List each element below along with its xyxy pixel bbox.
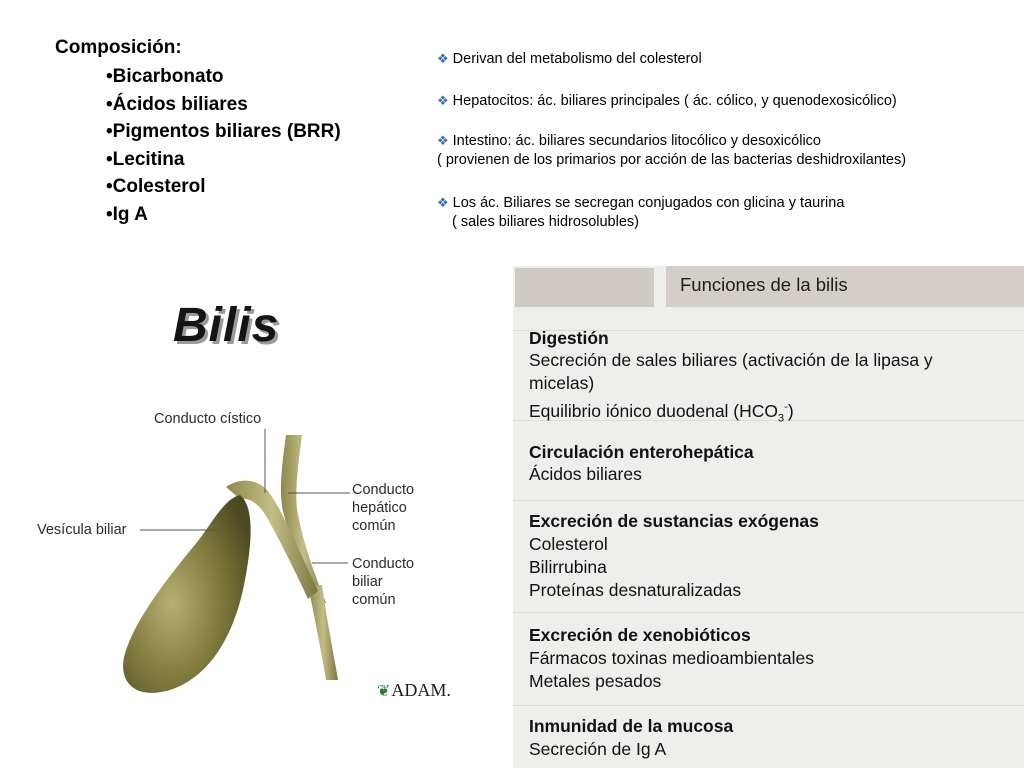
label-hepatic-duct: Conducto hepático común bbox=[352, 482, 415, 534]
functions-item: Secreción de Ig A bbox=[529, 739, 667, 759]
texture-line bbox=[513, 705, 1024, 706]
label-gallbladder: Vesícula biliar bbox=[37, 522, 127, 538]
functions-heading-digestion: Digestión bbox=[529, 328, 609, 348]
texture-line bbox=[513, 612, 1024, 613]
composition-item: •Ácidos biliares bbox=[106, 93, 248, 115]
diamond-bullet-icon: ❖ bbox=[437, 93, 449, 108]
functions-item: Bilirrubina bbox=[529, 557, 607, 577]
composition-item: •Ig A bbox=[106, 203, 148, 225]
composition-item: •Lecitina bbox=[106, 148, 185, 170]
adam-credit-logo: ❦ADAM. bbox=[377, 680, 451, 700]
gallbladder-body bbox=[123, 495, 251, 693]
note-3-continuation: ( provienen de los primarios por acción de las bacterias deshidroxilantes) bbox=[437, 152, 907, 168]
composition-item: •Colesterol bbox=[106, 176, 206, 197]
functions-item: Colesterol bbox=[529, 534, 608, 554]
functions-item: Proteínas desnaturalizadas bbox=[529, 580, 742, 600]
functions-item: micelas) bbox=[529, 373, 595, 393]
note-4-continuation: ( sales biliares hidrosolubles) bbox=[452, 214, 639, 230]
composition-item: •Pigmentos biliares (BRR) bbox=[106, 121, 341, 142]
note-1: ❖ Derivan del metabolismo del colesterol bbox=[437, 51, 702, 67]
functions-item: Metales pesados bbox=[529, 671, 662, 691]
label-cystic-duct: Conducto cístico bbox=[154, 411, 262, 427]
functions-heading-xenobiotics: Excreción de xenobióticos bbox=[529, 625, 751, 645]
diamond-bullet-icon: ❖ bbox=[437, 51, 449, 66]
diamond-bullet-icon: ❖ bbox=[437, 133, 449, 148]
functions-heading-mucosa: Inmunidad de la mucosa bbox=[529, 716, 734, 736]
diamond-bullet-icon: ❖ bbox=[437, 195, 449, 210]
composition-list bbox=[106, 63, 341, 228]
composition-item: •Bicarbonato bbox=[106, 66, 224, 87]
functions-title: Funciones de la bilis bbox=[680, 274, 848, 295]
note-2: ❖ Hepatocitos: ác. biliares principales ( ác. cólico, y quenodexosicólico) bbox=[437, 93, 897, 109]
functions-item-hco3: Equilibrio iónico duodenal $(HCO_3^-)$ bbox=[529, 400, 794, 425]
note-4: ❖ Los ác. Biliares se secregan conjugados con glicina y taurina bbox=[437, 195, 845, 211]
functions-heading-enterohepatic: Circulación enterohepática bbox=[529, 442, 754, 462]
functions-item: Fármacos toxinas medioambientales bbox=[529, 648, 814, 668]
functions-heading-exogenous: Excreción de sustancias exógenas bbox=[529, 511, 819, 531]
composition-title: Composición: bbox=[55, 37, 182, 58]
texture-line bbox=[513, 500, 1024, 501]
page-title: Bilis bbox=[173, 299, 280, 352]
functions-item: Secreción de sales biliares (activación de la lipasa y bbox=[529, 350, 933, 370]
label-bile-duct: Conducto biliar común bbox=[352, 556, 415, 608]
leaf-icon: ❦ bbox=[377, 683, 391, 700]
functions-header-left bbox=[515, 268, 654, 307]
functions-item: Ácidos biliares bbox=[529, 464, 642, 484]
common-bile-duct bbox=[308, 585, 338, 680]
note-3: ❖ Intestino: ác. biliares secundarios litocólico y desoxicólico bbox=[437, 133, 821, 149]
